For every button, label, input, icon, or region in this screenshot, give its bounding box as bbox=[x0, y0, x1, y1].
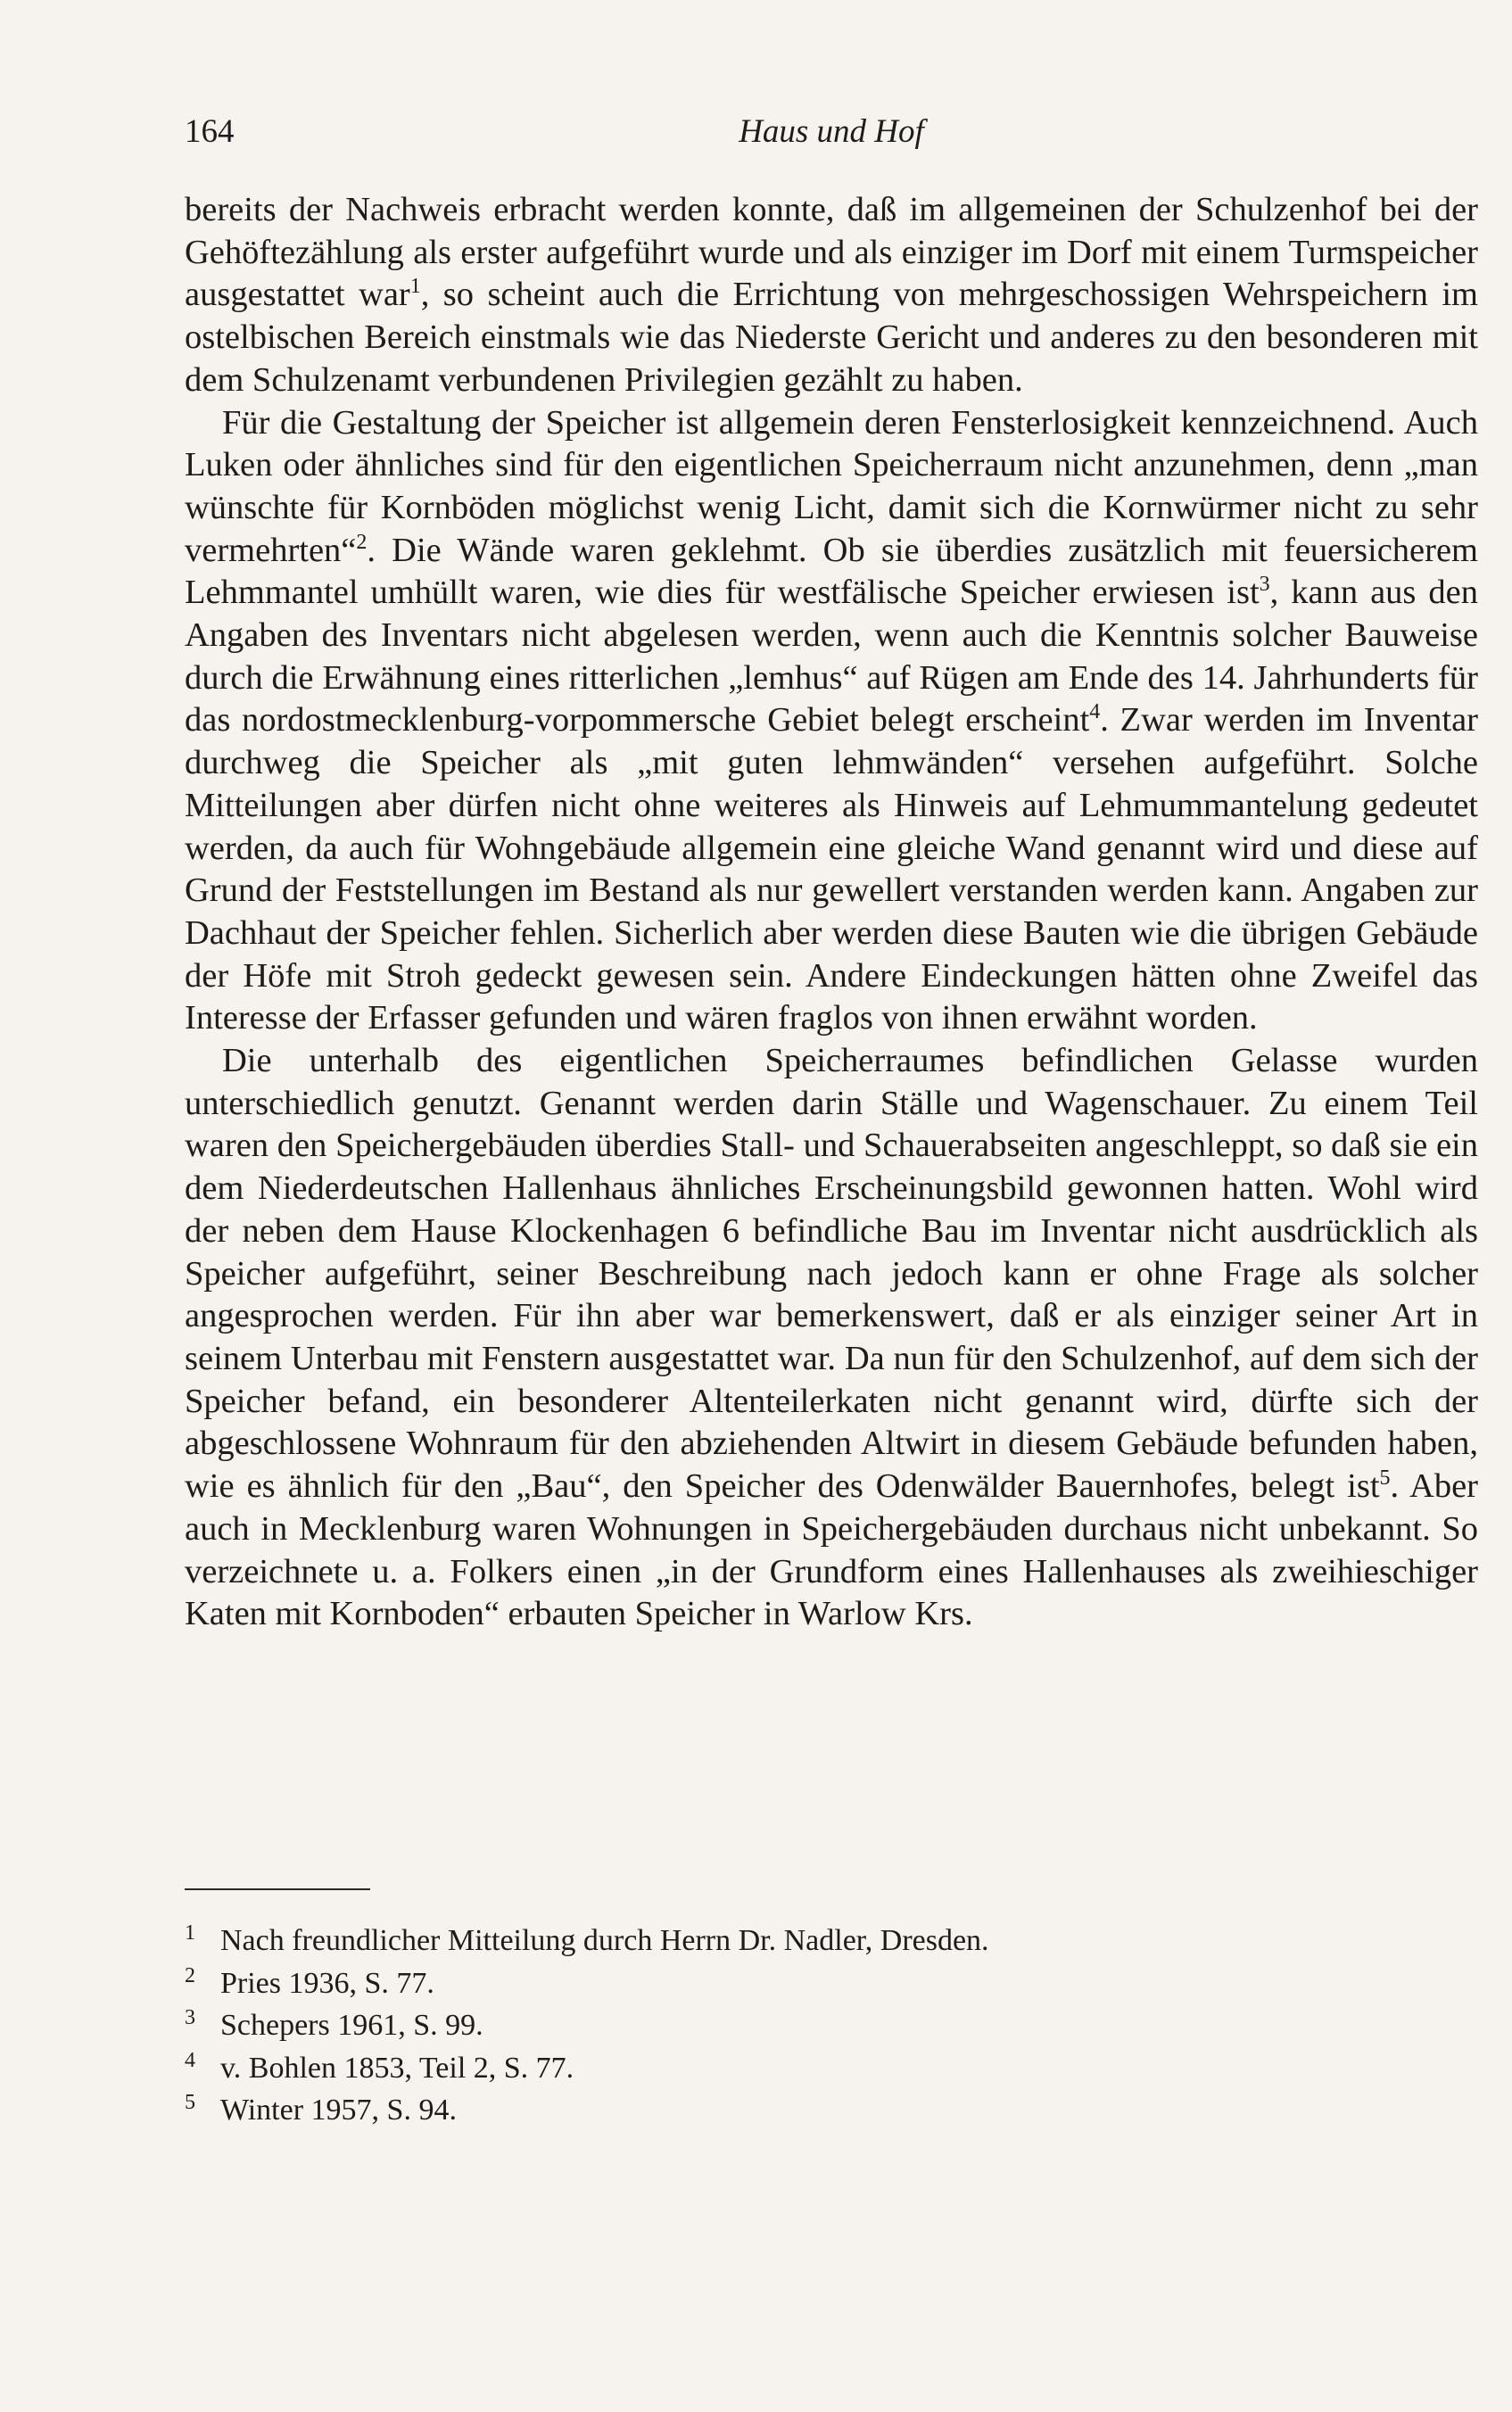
running-head: Haus und Hof bbox=[739, 113, 924, 150]
text-segment: . Die Wände waren geklehmt. Ob sie überdies zusätzlich mit feuersicherem Lehmmantel umhüllt waren, wie dies für westfälische Speicher erwiesen ist bbox=[185, 531, 1478, 612]
footnote-reference: 1 bbox=[409, 275, 421, 299]
text-segment: . Aber auch in Mecklenburg waren Wohnungen in Speichergebäuden durchaus nicht unbekannt. So verzeichnete u. a. Folkers einen „in der Grundform eines Hallenhauses als zweihieschiger Katen mit Kornboden“ erbauten Speicher in Warlow Krs. bbox=[185, 1467, 1479, 1633]
paragraph bbox=[185, 1040, 1478, 1636]
footnote-reference: 5 bbox=[1379, 1466, 1391, 1491]
page-number: 164 bbox=[185, 113, 235, 150]
footnote: 5 Winter 1957, S. 94. bbox=[185, 2091, 457, 2127]
body-text bbox=[185, 189, 1478, 1636]
text-segment: . Zwar werden im Inventar durchweg die Speicher als „mit guten lehmwänden“ versehen aufgeführt. Solche Mitteilungen aber dürfen nicht ohne weiteres als Hinweis auf Lehmummantelung gedeutet werden, da auch für Wohngebäude allgemein eine gleiche Wand genannt wird und diese auf Grund der Feststellungen im Bestand als nur gewellert verstanden werden kann. Angaben zur Dachhaut der Speicher fehlen. Sicherlich aber werden diese Bauten wie die übrigen Gebäude der Höfe mit Stroh gedeckt gewesen sein. Andere Eindeckungen hätten ohne Zweifel das Interesse der Erfasser gefunden und wären fraglos von ihnen erwähnt worden. bbox=[185, 701, 1478, 1037]
footnote-divider bbox=[185, 1888, 370, 1890]
footnote-text: Winter 1957, S. 94. bbox=[220, 2094, 457, 2127]
footnote-text: v. Bohlen 1853, Teil 2, S. 77. bbox=[220, 2051, 574, 2085]
footnote-text: Pries 1936, S. 77. bbox=[220, 1966, 434, 2000]
footnote-reference: 2 bbox=[356, 530, 368, 554]
text-segment: Für die Gestaltung der Speicher ist allgemein deren Fensterlosigkeit kennzeichnend. Auch Luken oder ähnliches sind für den eigentlichen Speicherraum nicht anzunehmen, denn „man wünschte für Kornböden möglichst wenig Licht, damit sich die Kornwürmer nicht zu sehr vermehrten“ bbox=[185, 403, 1478, 569]
text-segment: bereits der Nachweis erbracht werden konnte, daß im allgemeinen der Schulzenhof bei der Gehöftezählung als erster aufgeführt wurde und als einziger im Dorf mit einem Turmspeicher ausgestattet war bbox=[185, 191, 1478, 314]
footnote-text: Schepers 1961, S. 99. bbox=[220, 2009, 483, 2042]
footnote: 4 v. Bohlen 1853, Teil 2, S. 77. bbox=[185, 2048, 574, 2085]
text-segment: , so scheint auch die Errichtung von mehrgeschossigen Wehrspeichern im ostelbischen Bereich einstmals wie das Niederste Gericht und anderes zu den besonderen mit dem Schulzenamt verbundenen Privilegien gezählt zu haben. bbox=[185, 276, 1478, 399]
paragraph bbox=[185, 189, 1478, 402]
footnote: 3 Schepers 1961, S. 99. bbox=[185, 2006, 483, 2042]
footnote: 2 Pries 1936, S. 77. bbox=[185, 1963, 434, 2000]
footnotes bbox=[185, 1920, 1478, 2132]
paragraph bbox=[185, 402, 1478, 1041]
footnote: 1 Nach freundlicher Mitteilung durch Herrn Dr. Nadler, Dresden. bbox=[185, 1921, 989, 1957]
page-header bbox=[185, 111, 1478, 164]
text-segment: Die unterhalb des eigentlichen Speicherraumes befindlichen Gelasse wurden unterschiedlich genutzt. Genannt werden darin Ställe und Wagenschauer. Zu einem Teil waren den Speichergebäuden überdies Stall- und Schauerabseiten angeschleppt, so daß sie ein dem Niederdeutschen Hallenhaus ähnliches Erscheinungsbild gewonnen hatten. Wohl wird der neben dem Hause Klockenhagen 6 befindliche Bau im Inventar nicht ausdrücklich als Speicher aufgeführt, seiner Beschreibung nach jedoch kann er ohne Frage als solcher angesprochen werden. Für ihn aber war bemerkenswert, daß er als einziger seiner Art in seinem Unterbau mit Fenstern ausgestattet war. Da nun für den Schulzenhof, auf dem sich der Speicher befand, ein besonderer Altenteilerkaten nicht genannt wird, dürfte sich der abgeschlossene Wohnraum für den abziehenden Altwirt in diesem Gebäude befunden haben, wie es ähnlich für den „Bau“, den Speicher des Odenwälder Bauernhofes, belegt ist bbox=[185, 1042, 1478, 1506]
footnote-text: Nach freundlicher Mitteilung durch Herrn Dr. Nadler, Dresden. bbox=[220, 1924, 989, 1957]
text-segment: , kann aus den Angaben des Inventars nicht abgelesen werden, wenn auch die Kenntnis solcher Bauweise durch die Erwähnung eines ritterlichen „lemhus“ auf Rügen am Ende des 14. Jahrhunderts für das nordostmecklenburg-vorpommersche Gebiet belegt erscheint bbox=[185, 574, 1478, 739]
footnote-reference: 3 bbox=[1259, 573, 1270, 597]
footnote-reference: 4 bbox=[1089, 700, 1101, 724]
